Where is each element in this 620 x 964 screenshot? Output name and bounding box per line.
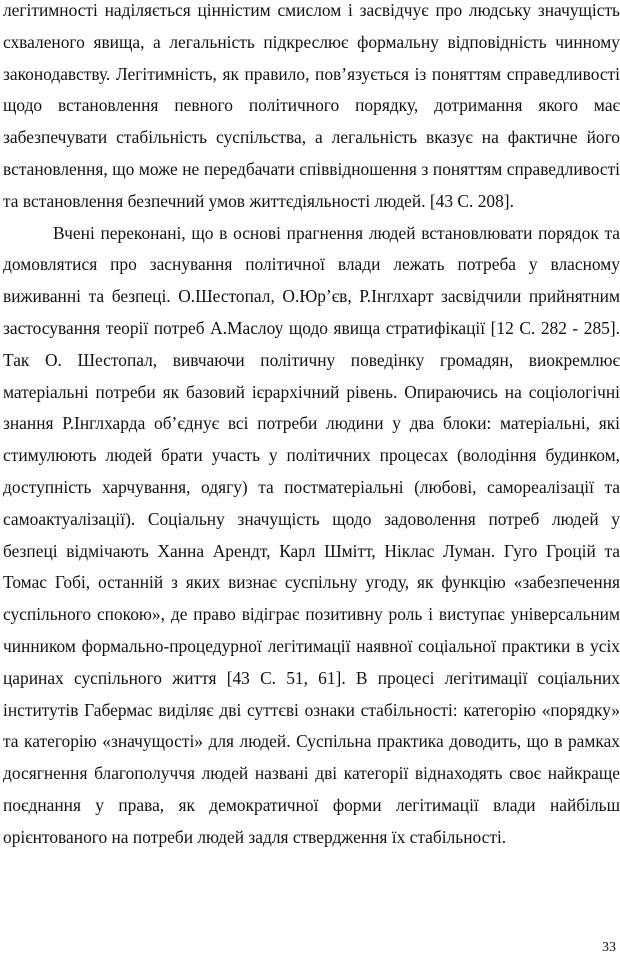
paragraph-2: Вчені переконані, що в основі прагнення людей встановлювати порядок та домовлятися про заснування політичної влади лежать потреба у власному виживанні та безпеці. О.Шестопал, О.Юр’єв, Р.Інглхарт засвідчили прийнятним застосування теорії потреб А.Маслоу щодо явища стратифікації [12 C. 282 - 285]. Так О. Шестопал, вивчаючи політичну поведінку громадян, виокремлює матеріальні потреби як базовий ієрархічний рівень. Опираючись на соціологічні знання Р.Інглхарда об’єднує всі потреби людини у два блоки: матеріальні, які стимулюють людей брати участь у політичних процесах (володіння будинком, доступність харчування, одягу) та постматеріальні (любові, самореалізації та самоактуалізації). Соціальну значущість щодо задоволення потреб людей у безпеці відмічають Ханна Арендт, Карл Шмітт, Ніклас Луман. Гуго Гроцій та Томас Гобі, останній з яких визнає суспільну угоду, як функцію «забезпечення суспільного спокою», де право відіграє позитивну роль і виступає універсальним чинником формально-процедурної легітимації наявної соціальної практики в усіх царинах суспільного життя [43 C. 51, 61]. В процесі легітимації соціальних інститутів Габермас виділяє дві суттєві ознаки стабільності: категорію «порядку» та категорію «значущості» для людей. Суспільна практика доводить, що в рамках досягнення благополуччя людей названі дві категорії віднаходять своє найкраще поєднання у права, як демократичної форми легітимації влади найбільш орієнтованого на потреби людей задля ствердження їх стабільності. xyxy=(3,222,620,847)
paragraph-1: легітимності наділяється цінністим смислом і засвідчує про людську значущість схваленого явища, а легальність підкреслює формальну відповідність чинному законодавству. Легітимність, як правило, пов’язується із поняттям справедливості щодо встановлення певного політичного порядку, дотримання якого має забезпечувати стабільність суспільства, а легальність вказує на фактичне його встановлення, що може не передбачати співвідношення з поняттям справедливості та встановлення безпечний умов життєдіяльності людей. [43 C. 208]. xyxy=(3,0,620,211)
body-text xyxy=(3,0,620,854)
page-number: 33 xyxy=(602,940,616,955)
